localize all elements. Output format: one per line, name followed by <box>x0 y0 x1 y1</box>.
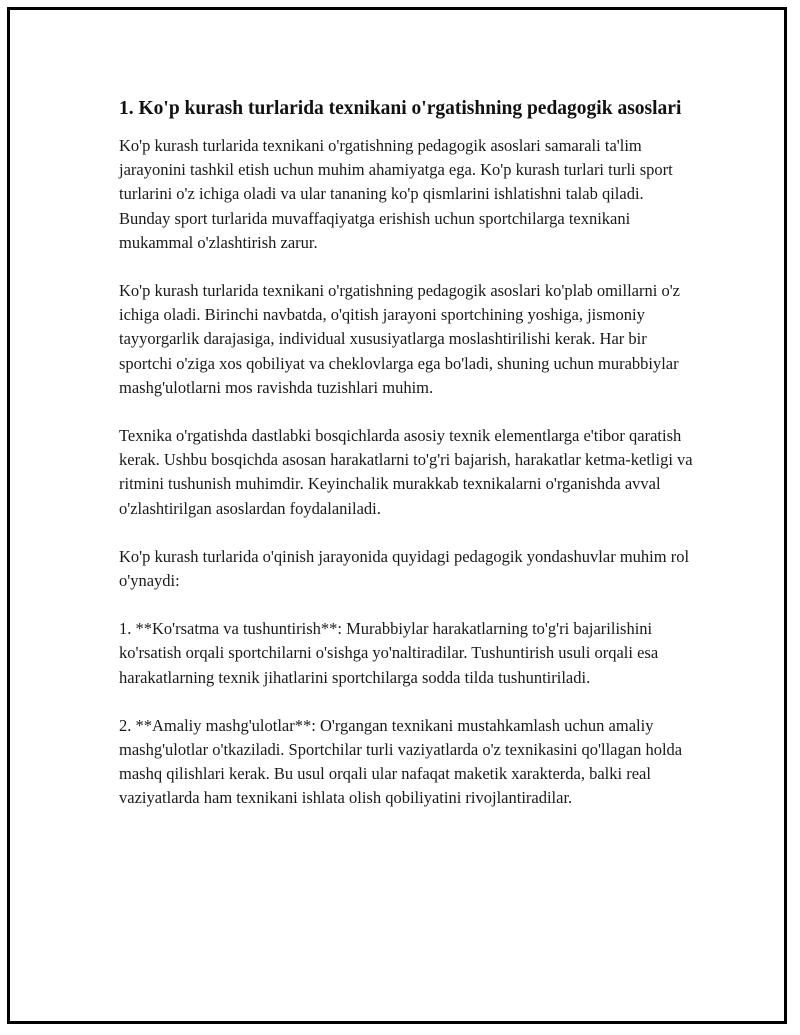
document-body <box>119 95 699 835</box>
paragraph-factors: Ko'p kurash turlarida texnikani o'rgatishning pedagogik asoslari ko'plab omillarni o'z ichiga oladi. Birinchi navbatda, o'qitish jarayoni sportchining yoshiga, jismoniy tayyorgarlik darajasiga, individual xususiyatlarga moslashtirilishi kerak. Har bir sportchi o'ziga xos qobiliyat va cheklovlarga ega bo'ladi, shuning uchun murabbiylar mashg'ulotlarni mos ravishda tuzishlari muhim. <box>119 281 681 397</box>
paragraph-demonstration: 1. **Ko'rsatma va tushuntirish**: Murabbiylar harakatlarning to'g'ri bajarilishini ko'rsatish orqali sportchilarni o'sishga yo'naltiradilar. Tushuntirish usuli orqali esa harakatlarning texnik jihatlarini sportchilarga sodda tilda tushuntiriladi. <box>119 619 659 687</box>
paragraph-intro: Ko'p kurash turlarida texnikani o'rgatishning pedagogik asoslari samarali ta'lim jarayonini tashkil etish uchun muhim ahamiyatga ega. Ko'p kurash turlari turli sport turlarini o'z ichiga oladi va ular tananing ko'p qismlarini ishlatishni talab qiladi. Bunday sport turlarida muvaffaqiyatga erishish uchun sportchilarga texnikani mukammal o'zlashtirish zarur. <box>119 136 673 252</box>
paragraph-practical-training: 2. **Amaliy mashg'ulotlar**: O'rgangan texnikani mustahkamlash uchun amaliy mashg'ulotlar o'tkaziladi. Sportchilar turli vaziyatlarda o'z texnikasini qo'llagan holda mashq qilishlari kerak. Bu usul orqali ular nafaqat maketik xarakterda, balki real vaziyatlarda ham texnikani ishlata olish qobiliyatini rivojlantiradilar. <box>119 715 683 808</box>
paragraph-approaches-intro: Ko'p kurash turlarida o'qinish jarayonida quyidagi pedagogik yondashuvlar muhim rol o'ynaydi: <box>119 546 690 591</box>
paragraph-initial-stage: Texnika o'rgatishda dastlabki bosqichlarda asosiy texnik elementlarga e'tibor qaratish kerak. Ushbu bosqichda asosan harakatlarni to'g'ri bajarish, harakatlar ketma-ketligi va ritmini tushunish muhimdir. Keyinchalik murakkab texnikalarni o'rganishda avval o'zlashtirilgan asoslardan foydalaniladi. <box>119 426 693 518</box>
document-title: 1. Ko'p kurash turlarida texnikani o'rgatishning pedagogik asoslari <box>119 98 682 119</box>
